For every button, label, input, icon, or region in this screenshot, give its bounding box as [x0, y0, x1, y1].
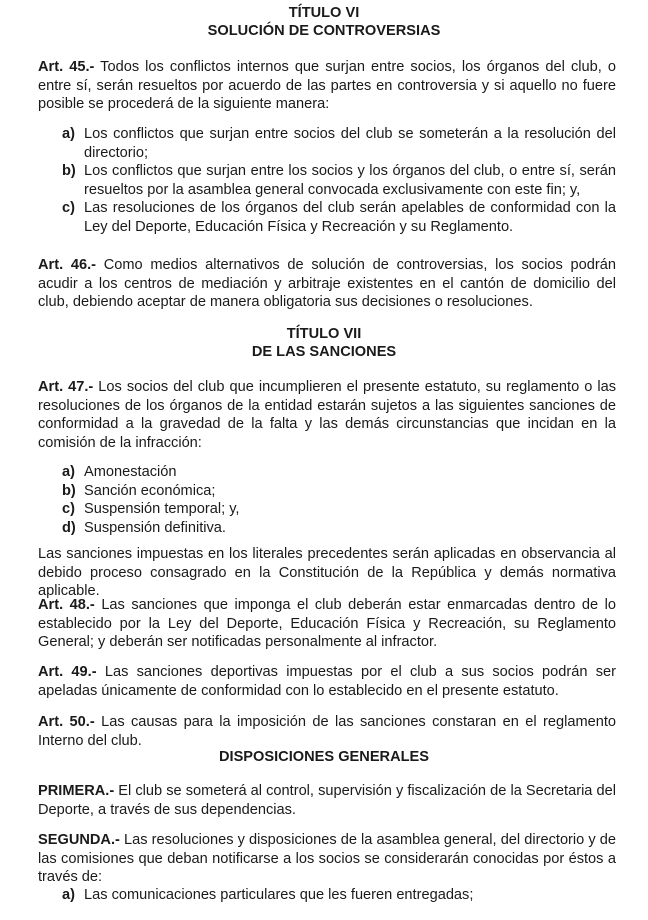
primera-text [38, 782, 616, 819]
list-item-text: Las resoluciones de los órganos del club serán apelables de conformidad con la Ley del Deporte, Educación Física y Recreación y su Reglamento. [84, 200, 616, 235]
list-item-text: Suspensión definitiva. [84, 519, 226, 536]
list-marker: a) [62, 126, 75, 142]
article-47-text [38, 378, 616, 452]
primera-label: PRIMERA.- [38, 783, 115, 799]
list-item [62, 125, 616, 162]
article-49-label: Art. 49.- [38, 664, 97, 680]
title-vi-name: SOLUCIÓN DE CONTROVERSIAS [207, 23, 441, 39]
list-item [62, 886, 616, 905]
list-marker: d) [62, 519, 76, 536]
article-50-body: Las causas para la imposición de las sanciones constaran en el reglamento Interno del club. [38, 714, 616, 749]
article-49 [38, 663, 616, 700]
list-item [62, 519, 616, 538]
article-49-body: Las sanciones deportivas impuestas por el club a sus socios podrán ser apeladas únicamente de conformidad con lo establecido en el presente estatuto. [38, 664, 617, 699]
list-item [62, 162, 616, 199]
disposicion-segunda [38, 831, 616, 887]
disposicion-primera [38, 782, 616, 819]
article-47-label: Art. 47.- [38, 379, 94, 395]
segunda-list [62, 886, 616, 905]
article-45-list [62, 125, 616, 237]
article-47-body: Los socios del club que incumplieren el presente estatuto, su reglamento o las resoluciones de los órganos de la entidad estarán sujetos a las siguientes sanciones de conformidad a la gravedad de la falta y las demás circunstancias que incidan en la comisión de la infracción: [38, 379, 616, 451]
disposiciones-heading: DISPOSICIONES GENERALES [218, 749, 430, 765]
article-48 [38, 596, 616, 652]
article-47 [38, 378, 616, 452]
list-marker: c) [62, 200, 75, 217]
article-48-body: Las sanciones que imponga el club deberán estar enmarcadas dentro de lo establecido por la Ley del Deporte, Educación Física y Recreación, su Reglamento General; y deberán ser notificadas personalmente al infractor. [38, 597, 616, 651]
segunda-text [38, 831, 616, 887]
list-item [62, 500, 616, 519]
article-50-label: Art. 50.- [38, 714, 95, 730]
list-item-text: Los conflictos que surjan entre los socios y los órganos del club, o entre sí, serán resueltos por la asamblea general convocada exclusivamente con este fin; y, [84, 163, 616, 198]
title-vii [0, 325, 648, 361]
article-47-closing-text: Las sanciones impuestas en los literales precedentes serán aplicadas en observancia al debido proceso consagrado en la Constitución de la República y demás normativa aplicable. [38, 546, 616, 600]
list-item-text: Suspensión temporal; y, [84, 501, 240, 518]
article-45-body: Todos los conflictos internos que surjan entre socios, los órganos del club, o entre sí, serán resueltos por acuerdo de las partes en controversia y si aquello no fuere posible se procederá de la siguiente manera: [38, 59, 616, 113]
list-item [62, 482, 616, 501]
article-50-text [38, 713, 616, 750]
list-item-text: Amonestación [84, 464, 177, 480]
list-item-text: Los conflictos que surjan entre socios del club se someterán a la resolución del directorio; [84, 126, 616, 161]
segunda-label: SEGUNDA.- [38, 832, 120, 848]
list-item-text: Las comunicaciones particulares que les fueren entregadas; [84, 887, 474, 903]
disposiciones-generales [0, 748, 648, 766]
article-46-label: Art. 46.- [38, 257, 96, 273]
segunda-body: Las resoluciones y disposiciones de la asamblea general, del directorio y de las comisiones que deban notificarse a los socios se considerarán conocidas por éstos a través de: [38, 832, 616, 886]
title-vii-name: DE LAS SANCIONES [251, 344, 397, 360]
list-marker: b) [62, 163, 76, 180]
article-48-text [38, 596, 616, 652]
article-45 [38, 58, 616, 114]
article-46 [38, 256, 616, 312]
article-45-text [38, 58, 616, 114]
list-marker: b) [62, 482, 76, 499]
article-48-label: Art. 48.- [38, 597, 95, 613]
article-49-text [38, 663, 616, 700]
article-46-text [38, 256, 616, 312]
article-46-body: Como medios alternativos de solución de controversias, los socios podrán acudir a los centros de mediación y arbitraje existentes en el cantón de domicilio del club, debiendo aceptar de manera obligatoria sus decisiones o resoluciones. [38, 257, 616, 311]
list-item [62, 463, 616, 482]
list-item [62, 199, 616, 236]
list-marker: c) [62, 501, 75, 518]
title-vi-number: TÍTULO VI [288, 5, 360, 21]
article-50 [38, 713, 616, 750]
article-45-label: Art. 45.- [38, 59, 95, 75]
list-marker: a) [62, 464, 75, 480]
list-item-text: Sanción económica; [84, 482, 216, 499]
list-marker: a) [62, 887, 75, 903]
title-vii-number: TÍTULO VII [286, 326, 362, 342]
article-47-closing [38, 545, 616, 601]
title-vi [0, 4, 648, 40]
primera-body: El club se someterá al control, supervisión y fiscalización de la Secretaria del Deporte, a través de sus dependencias. [38, 783, 616, 818]
article-47-list [62, 463, 616, 537]
